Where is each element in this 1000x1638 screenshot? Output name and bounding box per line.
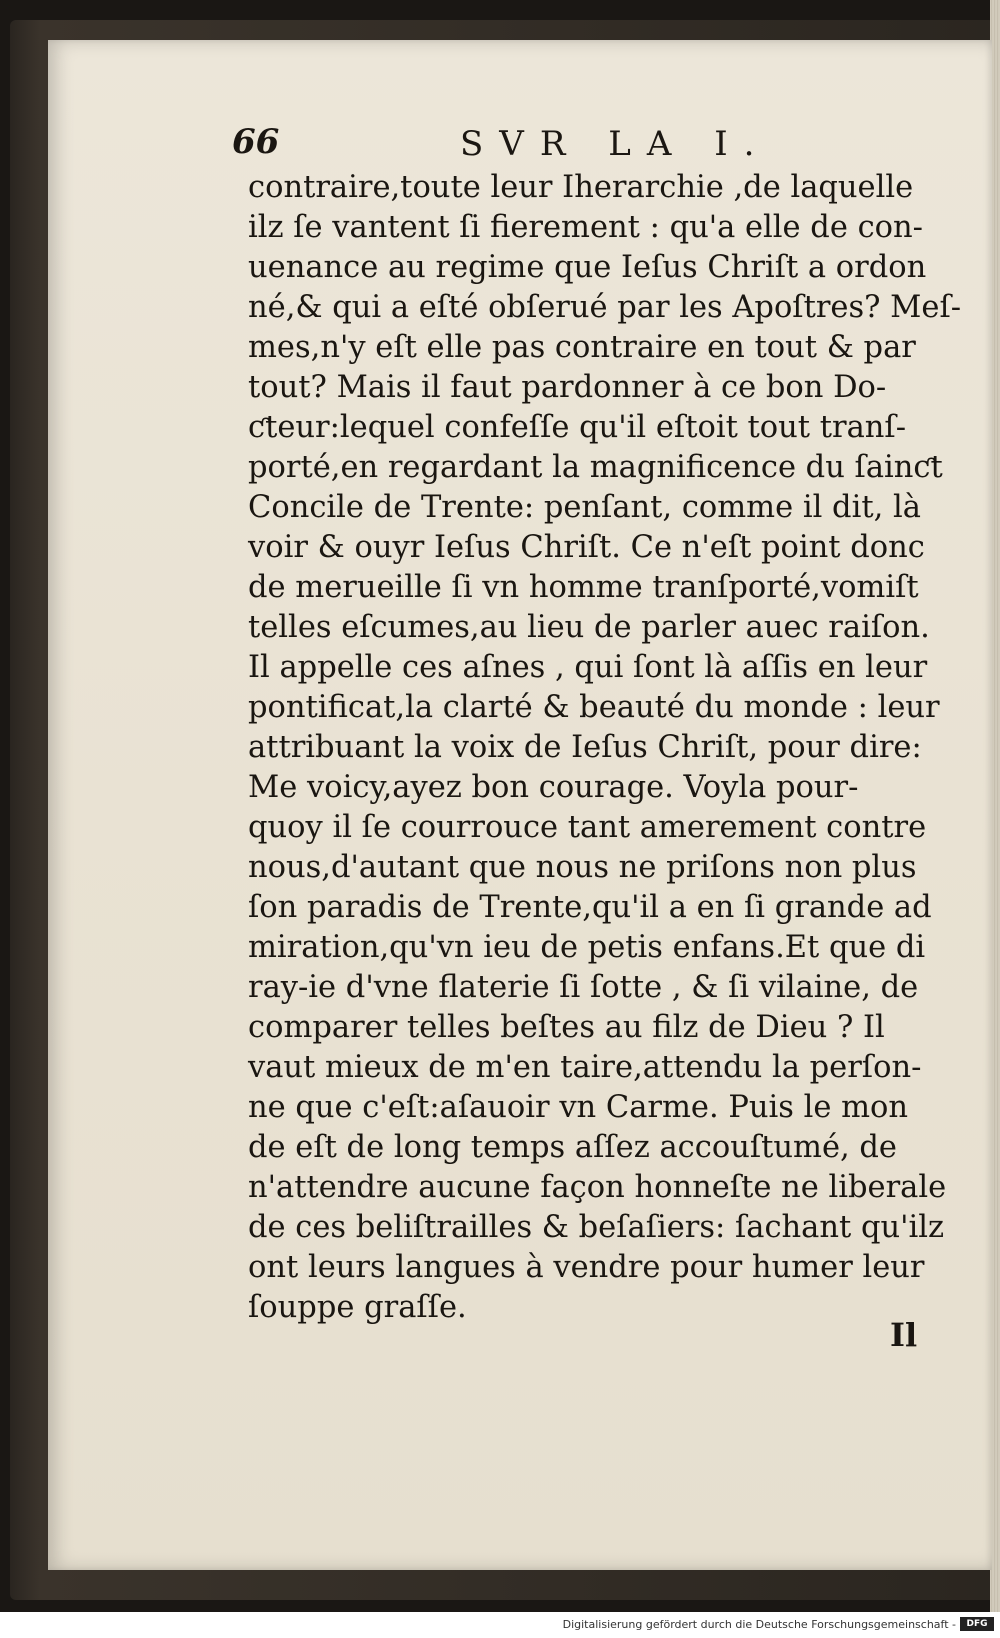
text-line: de eſt de long temps aſſez accouſtumé, de: [248, 1130, 897, 1165]
text-line: né,& qui a eſté obſerué par les Apoſtres? Meſ-: [248, 290, 962, 325]
text-line: Me voicy,ayez bon courage. Voyla pour-: [248, 770, 859, 805]
text-line: uenance au regime que Ieſus Chriſt a ordon: [248, 250, 927, 285]
text-line: ont leurs langues à vendre pour humer leur: [248, 1250, 925, 1285]
text-line: porté,en regardant la magnificence du ſainƈt: [248, 450, 943, 485]
text-line: ſon paradis de Trente,qu'il a en ſi grande ad: [248, 890, 932, 925]
text-line: attribuant la voix de Ieſus Chriſt, pour dire:: [248, 730, 922, 765]
footer-bar: [0, 1612, 1000, 1638]
text-line: miration,qu'vn ieu de petis enfans.Et que di: [248, 930, 926, 965]
text-line: mes,n'y eſt elle pas contraire en tout & par: [248, 330, 916, 365]
text-line: tout? Mais il faut pardonner à ce bon Do-: [248, 370, 887, 405]
dfg-logo: DFG: [960, 1617, 994, 1631]
text-line: ray-ie d'vne flaterie ſi ſotte , & ſi vilaine, de: [248, 970, 919, 1005]
funding-credit: Digitalisierung gefördert durch die Deutsche Forschungsgemeinschaft -: [562, 1618, 956, 1631]
text-line: voir & ouyr Ieſus Chriſt. Ce n'eſt point donc: [248, 530, 925, 565]
text-line: de merueille ſi vn homme tranſporté,vomiſt: [248, 570, 919, 605]
text-line: Il appelle ces aſnes , qui ſont là aſſis en leur: [248, 650, 928, 685]
text-line: comparer telles beſtes au filz de Dieu ? Il: [248, 1010, 885, 1045]
text-line: telles eſcumes,au lieu de parler auec raiſon.: [248, 610, 930, 645]
text-line: pontificat,la clarté & beauté du monde : leur: [248, 690, 940, 725]
running-head: SVR LA I.: [460, 124, 771, 164]
text-line: n'attendre aucune façon honneſte ne liberale: [248, 1170, 947, 1205]
text-line: ƈteur:lequel confeſſe qu'il eſtoit tout tranſ-: [248, 410, 906, 445]
page-header: [232, 112, 922, 162]
catchword: Il: [890, 1316, 918, 1354]
text-line: contraire,toute leur Iherarchie ,de laquelle: [248, 170, 914, 205]
page-number: 66: [232, 122, 280, 162]
text-line: nous,d'autant que nous ne priſons non plus: [248, 850, 917, 885]
text-line: de ces beliſtrailles & beſaſiers: ſachant qu'ilz: [248, 1210, 945, 1245]
text-line: ilz ſe vantent ſi fierement : qu'a elle de con-: [248, 210, 923, 245]
text-line: ne que c'eſt:aſauoir vn Carme. Puis le mon: [248, 1090, 909, 1125]
text-line: quoy il ſe courrouce tant amerement contre: [248, 810, 927, 845]
body-text: [248, 168, 962, 1328]
text-line: vaut mieux de m'en taire,attendu la perſon-: [248, 1050, 922, 1085]
text-line: Concile de Trente: penſant, comme il dit, là: [248, 490, 921, 525]
text-line: ſouppe graſſe.: [248, 1290, 467, 1325]
